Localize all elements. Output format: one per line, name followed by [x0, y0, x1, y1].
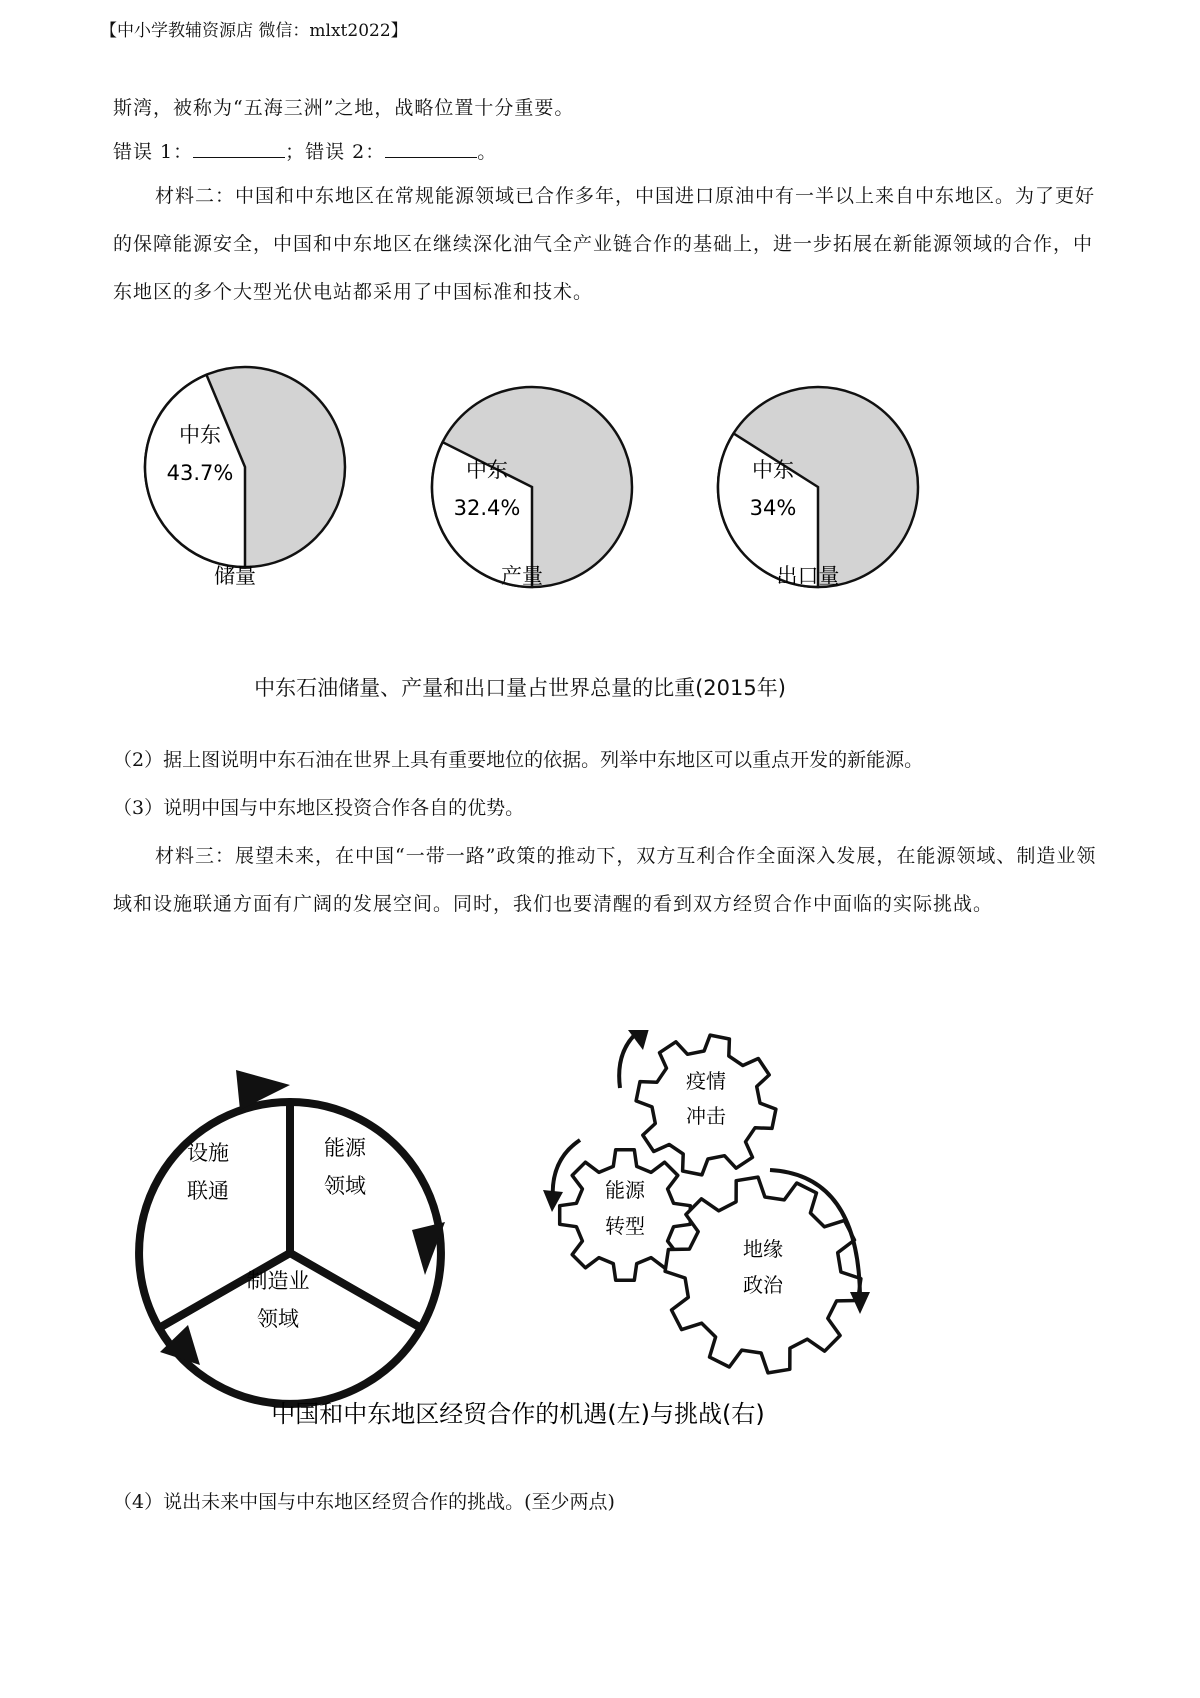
cooperation-diagram	[0, 1030, 1200, 1450]
material-2: 材料二：中国和中东地区在常规能源领域已合作多年，中国进口原油中有一半以上来自中东地区。为了更好的保障能源安全，中国和中东地区在继续深化油气全产业链合作的基础上，进一步拓展在新能源领域的合作，中东地区的多个大型光伏电站都采用了中国标准和技术。	[113, 185, 1096, 303]
error-end: 。	[477, 141, 498, 163]
pie-title: 储量	[214, 564, 256, 588]
manu-line1: 制造业	[246, 1269, 310, 1293]
pie-label-value: 43.7%	[166, 461, 234, 485]
infra-line1: 设施	[187, 1141, 229, 1165]
pie-label-value: 34%	[749, 496, 797, 520]
gear2-line1: 能源	[605, 1178, 645, 1202]
energy-line2: 领域	[324, 1174, 366, 1198]
error2-label: ；错误 2：	[285, 141, 386, 163]
question-2: （2）据上图说明中东石油在世界上具有重要地位的依据。列举中东地区可以重点开发的新能源。	[113, 749, 924, 771]
opportunity-cycle	[139, 1070, 445, 1404]
pie-title: 产量	[501, 564, 543, 588]
challenge-gears	[543, 1030, 870, 1373]
gear3-line2: 政治	[743, 1273, 783, 1297]
pie-label-name: 中东	[179, 423, 221, 447]
error1-blank[interactable]	[193, 141, 285, 158]
error2-blank[interactable]	[385, 141, 477, 158]
question-3: （3）说明中国与中东地区投资合作各自的优势。	[113, 797, 525, 819]
gear2-line2: 转型	[605, 1214, 645, 1238]
pie-label-name: 中东	[752, 458, 794, 482]
error-line	[113, 128, 1103, 176]
manu-line2: 领域	[257, 1307, 299, 1331]
pie-title: 出口量	[776, 564, 840, 588]
energy-line1: 能源	[324, 1136, 366, 1160]
diagram-caption: 中国和中东地区经贸合作的机遇(左)与挑战(右)	[271, 1400, 765, 1428]
pie-label-name: 中东	[466, 458, 508, 482]
infra-line2: 联通	[187, 1179, 229, 1203]
question-4: （4）说出未来中国与中东地区经贸合作的挑战。(至少两点)	[113, 1491, 615, 1513]
pie-group	[145, 367, 918, 588]
gear1-line1: 疫情	[686, 1069, 726, 1093]
gear1-line2: 冲击	[686, 1104, 726, 1128]
pie-caption: 中东石油储量、产量和出口量占世界总量的比重(2015年)	[254, 676, 786, 700]
gear3-line1: 地缘	[743, 1237, 783, 1261]
pie-charts-figure	[0, 340, 1200, 720]
material-3: 材料三：展望未来，在中国“一带一路”政策的推动下，双方互利合作全面深入发展，在能源领域、制造业领域和设施联通方面有广阔的发展空间。同时，我们也要清醒的看到双方经贸合作中面临的实际挑战。	[113, 845, 1097, 915]
arrowhead-gear-right	[850, 1292, 870, 1314]
pie-label-value: 32.4%	[453, 496, 521, 520]
paragraph-continued: 斯湾，被称为“五海三洲”之地，战略位置十分重要。	[113, 97, 575, 119]
error1-label: 错误 1：	[113, 141, 194, 163]
page-header: 【中小学教辅资源店 微信：mlxt2022】	[100, 21, 408, 41]
